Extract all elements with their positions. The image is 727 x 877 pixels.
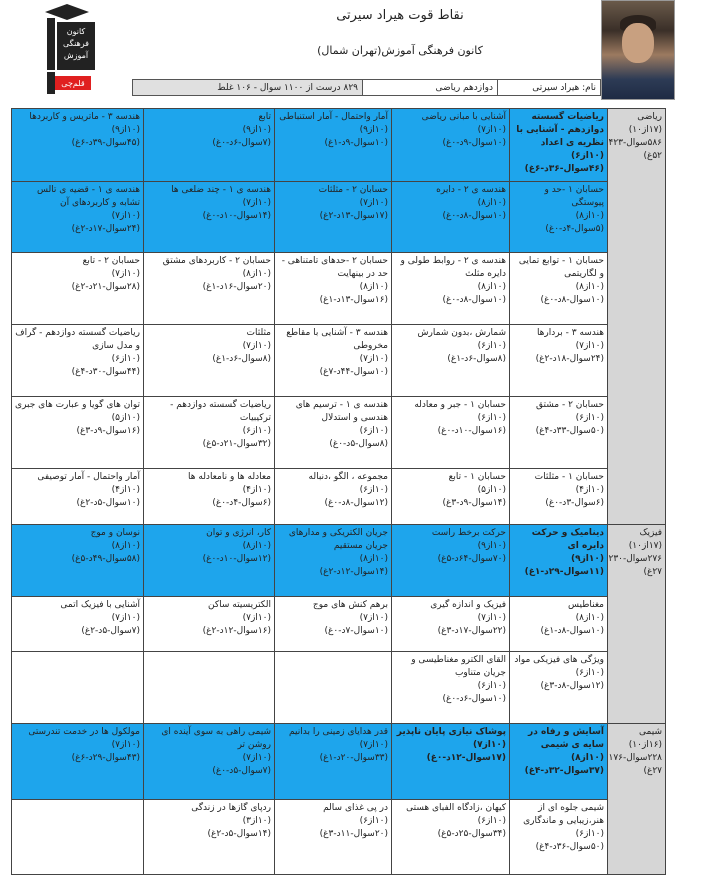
topic-title: هندسه ی ۱ - چند ضلعی ها [171,185,271,195]
topic-counts: (۴۶سوال-۳۶د-۶غ) [524,164,604,174]
topic-counts: (۱۰سوال-۸د-۰غ) [540,295,604,305]
topic-title: هندسه ۳ - ماتریس و کاربردها [29,112,140,122]
topic-title: حسابان ۲ - مشتق [536,400,604,410]
topic-score: (۱۰از۷) [472,740,506,750]
topic-cell [12,182,144,253]
topic-score: (۱۰از۶) [359,816,388,826]
topic-counts: (۱۰سوال-۸د-۱غ) [540,626,604,636]
topic-cell [275,597,392,652]
topic-score: (۱۰از۸) [359,282,388,292]
topic-score: (۱۰از۸) [111,541,140,551]
topic-score: (۱۰از۸) [575,282,604,292]
topic-title: مغناطیس [568,600,604,610]
topic-title: ردپای گازها در زندگی [191,803,271,813]
topic-title: حسابان ۲ - تابع [82,256,140,266]
topic-cell [144,597,275,652]
kanoon-logo [37,2,97,98]
topic-counts: (۱۲سوال-۸د-۰غ) [324,498,388,508]
topic-score: (۱۰از۷) [111,269,140,279]
subject-wrong: ۵۲غ) [643,151,662,161]
page-title: نقاط قوت هیراد سیرتی [336,8,464,23]
topic-counts: (۱۶سوال-۱۰د-۰غ) [437,426,506,436]
subject-cell [608,109,666,525]
topic-title: حسابان ۱ - جبر و معادله [414,400,506,410]
topic-score: (۱۰از۷) [242,341,271,351]
topic-cell [12,397,144,469]
topic-counts: (۵۸سوال-۴۹د-۵غ) [71,554,140,564]
topic-cell [510,469,608,525]
topic-counts: (۲۴سوال-۱۷د-۲غ) [71,224,140,234]
topic-cell [275,724,392,800]
topic-title: مثلثات [246,328,271,338]
topic-title: هندسه ی ۲ - روابط طولی و دایره مثلث [400,256,506,279]
topic-counts: (۱۴سوال-۵د-۲غ) [207,829,271,839]
topic-counts: (۱۰سوال-۸د-۰غ) [442,295,506,305]
topic-title: نوسان و موج [90,528,140,538]
topic-counts: (۱۰سوال-۷د-۰غ) [324,626,388,636]
topic-counts: (۴۴سوال-۳۰د-۴غ) [71,367,140,377]
topic-score: (۱۰از۷) [477,125,506,135]
topic-counts: (۲۸سوال-۲۱د-۲غ) [71,282,140,292]
topic-counts: (۳۳سوال-۲۰د-۱غ) [319,753,388,763]
topic-title: فیزیک و اندازه گیری [430,600,506,610]
topic-score: (۱۰از۷) [242,198,271,208]
topic-title: شمارش ،بدون شمارش [417,328,506,338]
topic-title: پوشاک نیازی پایان ناپذیر [396,727,506,737]
topic-cell [144,182,275,253]
topic-counts: (۱۰سوال-۴۴د-۷غ) [319,367,388,377]
topic-counts: (۸سوال-۶د-۱غ) [447,354,506,364]
topic-counts: (۵سوال-۴د-۰غ) [545,224,604,234]
topic-score: (۱۰از۶) [575,413,604,423]
topic-score: (۱۰از۷) [575,341,604,351]
table-row [12,652,666,724]
topic-title: شیمی جلوه ای از هنر،زیبایی و ماندگاری [523,803,604,826]
topic-title: حسابان ۱ -حد و پیوستگی [544,185,604,208]
topic-score: (۱۰از۷) [359,354,388,364]
topic-title: قدر هدایای زمینی را بدانیم [289,727,388,737]
subject-cell [608,525,666,724]
topic-title: آشنایی با مبانی ریاضی [421,112,506,122]
topic-title: هندسه ۳ - آشنایی با مقاطع مخروطی [286,328,388,351]
topic-title: القای الکترو مغناطیسی و جریان متناوب [411,655,506,678]
topic-score: (۱۰از۷) [359,198,388,208]
table-row [12,525,666,597]
topic-title: ویژگی های فیزیکی مواد [514,655,604,665]
topic-cell [510,325,608,397]
topic-counts: (۱۶سوال-۹د-۳غ) [76,426,140,436]
topic-title: هندسه ی ۱ - قضیه ی تالس تشابه و کاربردهای آن [36,185,140,208]
topic-cell [392,652,510,724]
topic-score: (۱۰از۶) [477,681,506,691]
topic-title: هندسه ی ۲ - دایره [436,185,506,195]
topic-counts: (۲۰سوال-۱۶د-۱غ) [202,282,271,292]
topic-cell [392,469,510,525]
topic-score: (۱۰از۹) [359,125,388,135]
topic-title: ریاضیات گسسته دوازدهم - آشنایی با نظریه ی اعداد [516,112,604,148]
topic-title: کار، انرژی و توان [206,528,271,538]
topic-cell [392,800,510,875]
table-row [12,109,666,182]
topic-score: (۱۰از۶) [359,426,388,436]
logo-text-1: کانون [66,27,86,36]
topic-cell [275,182,392,253]
topic-score: (۱۰از۷) [242,613,271,623]
topic-title: کیهان ،زادگاه الفبای هستی [406,803,506,813]
logo-text-2: فرهنگی [63,39,89,48]
topic-cell [392,525,510,597]
topic-cell [510,800,608,875]
subject-wrong: ۲۷غ) [643,766,662,776]
topic-counts: (۱۴سوال-۹د-۳غ) [442,498,506,508]
topic-score: (۱۰از۹) [570,554,604,564]
topic-title: الکتریسیته ساکن [208,600,271,610]
topic-score: (۱۰از۶) [477,341,506,351]
topic-counts: (۱۰سوال-۶د-۰غ) [442,694,506,704]
topic-title: ریاضیات گسسته دوازدهم - ترکیبیات [170,400,271,423]
topic-cell [392,325,510,397]
topic-title: حسابان ۲ -حدهای تامتناهی - حد در بینهایت [281,256,388,279]
topic-counts: (۶سوال-۳د-۰غ) [545,498,604,508]
topic-title: مولکول ها در خدمت تندرستی [28,727,140,737]
topic-score: (۱۰از۶) [575,668,604,678]
subject-name: ریاضی (۱۷از۱۰) [628,112,662,135]
topic-cell [510,525,608,597]
subject-stats: ۲۷۶سوال-۲۳۰ [608,554,662,564]
subject-name: فیزیک (۱۷از۱۰) [628,528,662,551]
topic-counts: (۱۶سوال-۱۳د-۱غ) [319,295,388,305]
topic-score: (۱۰از۶) [359,485,388,495]
topic-title: حسابان ۱ - تابع [448,472,506,482]
topic-title: در پی غذای سالم [323,803,388,813]
topic-counts: (۸سوال-۵د-۰غ) [329,439,388,449]
subject-stats: ۵۸۶سوال-۴۲۳ [608,138,662,148]
topic-counts: (۱۴سوال-۱۰د-۰غ) [202,211,271,221]
topic-cell [144,253,275,325]
topic-counts: (۲۴سوال-۱۸د-۲غ) [535,354,604,364]
topic-title: آمار واحتمال - آمار استنباطی [279,112,388,122]
topic-counts: (۱۲سوال-۱۰د-۰غ) [202,554,271,564]
topic-counts: (۱۷سوال-۱۲د-۰غ) [426,753,506,763]
topic-score: (۱۰از۶) [570,151,604,161]
topic-score: (۱۰از۵) [111,413,140,423]
subject-cell [608,724,666,875]
topic-cell [392,182,510,253]
topic-counts: (۳۲سوال-۲۱د-۵غ) [202,439,271,449]
topic-title: حسابان ۲ - کاربردهای مشتق [162,256,271,266]
topic-title: برهم کنش های موج [312,600,388,610]
table-row [12,597,666,652]
topic-cell [510,109,608,182]
topic-title: حسابان ۱ - توابع تمایی و لگاریتمی [518,256,604,279]
logo-text-3: آموزش [63,51,89,60]
topic-cell [144,724,275,800]
topic-cell [275,397,392,469]
topic-counts: (۴۳سوال-۲۹د-۶غ) [71,753,140,763]
topic-title: هندسه ۳ - بردارها [536,328,604,338]
empty-cell [275,652,392,724]
topic-counts: (۶سوال-۴د-۰غ) [212,498,271,508]
topic-counts: (۱۰سوال-۸د-۰غ) [442,211,506,221]
topic-title: معادله ها و نامعادله ها [188,472,271,482]
topic-counts: (۱۶سوال-۱۲د-۲غ) [202,626,271,636]
topic-cell [144,800,275,875]
topic-cell [392,253,510,325]
topic-counts: (۲۲سوال-۱۷د-۳غ) [437,626,506,636]
topic-score: (۱۰از۶) [111,354,140,364]
table-row [12,325,666,397]
topic-cell [144,525,275,597]
topic-score: (۱۰از۹) [242,125,271,135]
topic-counts: (۳۴سوال-۲۵د-۵غ) [437,829,506,839]
topic-counts: (۸سوال-۶د-۱غ) [212,354,271,364]
topic-counts: (۱۲سوال-۸د-۳غ) [540,681,604,691]
topic-title: ریاضیات گسسته دوازدهم - گراف و مدل سازی [15,328,140,351]
topic-cell [12,253,144,325]
topic-cell [144,325,275,397]
topic-cell [392,597,510,652]
topic-score: (۱۰از۸) [575,211,604,221]
topic-counts: (۱۷سوال-۱۳د-۲غ) [319,211,388,221]
topic-score: (۱۰از۷) [477,613,506,623]
topic-cell [275,109,392,182]
topic-cell [12,109,144,182]
topic-cell [275,253,392,325]
topic-counts: (۲۰سوال-۱۱د-۳غ) [319,829,388,839]
subject-wrong: ۲۷غ) [643,567,662,577]
topic-cell [392,724,510,800]
empty-cell [12,800,144,875]
topic-score: (۱۰از۶) [242,426,271,436]
topic-counts: (۱۴سوال-۱۲د-۲غ) [319,567,388,577]
topic-cell [392,109,510,182]
topic-cell [12,325,144,397]
topic-cell [275,325,392,397]
topic-score: (۱۰از۷) [111,211,140,221]
report-header [0,0,727,106]
topic-title: شیمی راهی به سوی آینده ای روشن تر [161,727,271,750]
topic-score: (۱۰از۶) [477,816,506,826]
topic-counts: (۱۰سوال-۹د-۰غ) [442,138,506,148]
topic-cell [510,597,608,652]
topic-score: (۱۰از۷) [242,753,271,763]
empty-cell [144,652,275,724]
topic-score: (۱۰از۴) [242,485,271,495]
topic-counts: (۵۰سوال-۳۳د-۴غ) [535,426,604,436]
student-grade: دوازدهم ریاضی [362,79,498,96]
topic-cell [144,469,275,525]
topic-cell [510,397,608,469]
topic-title: جریان الکتریکی و مدارهای جریان مستقیم [288,528,388,551]
topic-score: (۱۰از۶) [477,413,506,423]
topic-score: (۱۰از۷) [359,740,388,750]
topic-cell [275,469,392,525]
topic-score: (۱۰از۷) [111,613,140,623]
topic-counts: (۵۰سوال-۳۶د-۴غ) [535,842,604,852]
topic-cell [510,253,608,325]
topic-title: حرکت برخط راست [431,528,506,538]
topic-cell [12,469,144,525]
topic-score: (۱۰از۴) [575,485,604,495]
topic-score: (۱۰از۸) [242,541,271,551]
table-row [12,724,666,800]
topic-score: (۱۰از۵) [477,485,506,495]
topic-score: (۱۰از۹) [111,125,140,135]
topic-counts: (۳۷سوال-۳۲د-۴غ) [524,766,604,776]
table-row [12,800,666,875]
student-photo [601,0,675,100]
topic-cell [510,724,608,800]
topic-title: مجموعه ، الگو ،دنباله [308,472,388,482]
topic-counts: (۴۵سوال-۳۹د-۶غ) [71,138,140,148]
topic-title: توان های گویا و عبارت های جبری [15,400,140,410]
topic-counts: (۷سوال-۵د-۲غ) [81,626,140,636]
table-row [12,182,666,253]
subject-stats: ۲۲۸سوال-۱۷۶ [608,753,662,763]
topic-score: (۱۰از۸) [477,282,506,292]
topic-cell [510,652,608,724]
strengths-table [11,108,666,875]
student-name: نام: هیراد سیرتی [497,79,601,96]
topic-cell [12,724,144,800]
topic-title: آسایش و رفاه در سایه ی شیمی [528,727,604,750]
topic-score: (۱۰از۶) [575,829,604,839]
topic-score: (۱۰از۸) [575,613,604,623]
topic-title: هندسه ی ۱ - ترسیم های هندسی و استدلال [295,400,388,423]
topic-cell [275,800,392,875]
table-row [12,397,666,469]
topic-cell [392,397,510,469]
topic-title: آشنایی با فیزیک اتمی [60,600,140,610]
table-row [12,469,666,525]
overall-stats: ۸۲۹ درست از ۱۱۰۰ سوال - ۱۰۶ غلط [132,79,363,96]
topic-cell [275,525,392,597]
topic-score: (۱۰از۳) [242,816,271,826]
subject-name: شیمی (۱۶از۱۰) [628,727,662,750]
table-row [12,253,666,325]
topic-counts: (۷سوال-۶د-۰غ) [212,138,271,148]
topic-title: حسابان ۲ - مثلثات [318,185,388,195]
topic-score: (۱۰از۸) [359,554,388,564]
topic-cell [144,397,275,469]
logo-brand: قلم‌چی [61,79,85,88]
topic-title: دینامیک و حرکت دایره ای [531,528,604,551]
topic-counts: (۷سوال-۵د-۰غ) [212,766,271,776]
topic-counts: (۱۱سوال-۲۹د-۱غ) [524,567,604,577]
topic-title: حسابان ۱ - مثلثات [534,472,604,482]
topic-counts: (۷۰سوال-۶۴د-۵غ) [437,554,506,564]
topic-score: (۱۰از۷) [359,613,388,623]
page-subtitle: کانون فرهنگی آموزش(تهران شمال) [317,44,483,57]
topic-cell [144,109,275,182]
topic-score: (۱۰از۸) [570,753,604,763]
empty-cell [12,652,144,724]
topic-score: (۱۰از۷) [111,740,140,750]
topic-cell [12,597,144,652]
topic-title: تابع [258,112,271,122]
topic-score: (۱۰از۸) [242,269,271,279]
topic-counts: (۱۰سوال-۵د-۲غ) [76,498,140,508]
topic-score: (۱۰از۸) [477,198,506,208]
topic-cell [510,182,608,253]
topic-score: (۱۰از۹) [477,541,506,551]
topic-counts: (۱۰سوال-۹د-۱غ) [324,138,388,148]
topic-score: (۱۰از۴) [111,485,140,495]
topic-title: آمار واحتمال - آمار توصیفی [37,472,140,482]
topic-cell [12,525,144,597]
